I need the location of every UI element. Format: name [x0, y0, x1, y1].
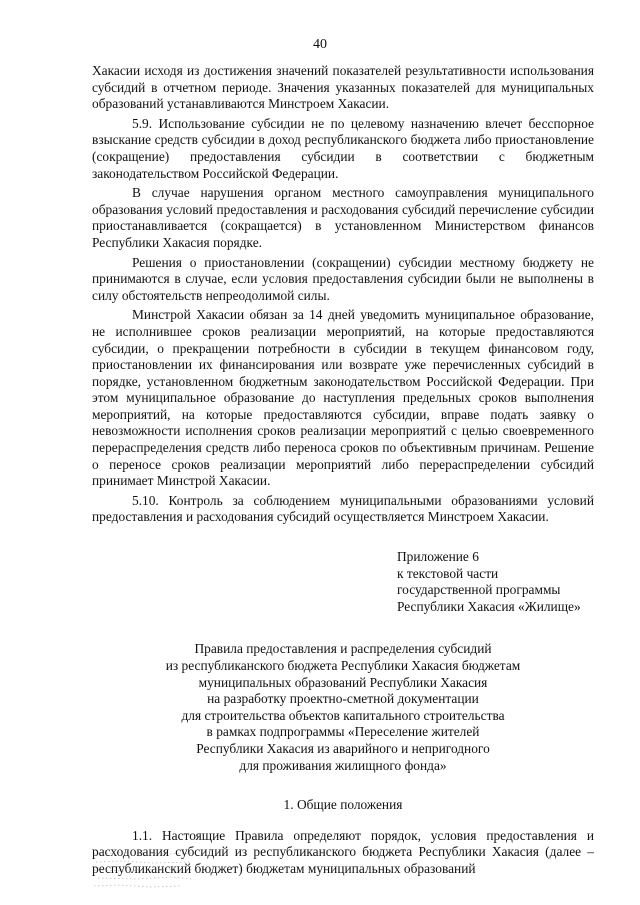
paragraph-5-10: 5.10. Контроль за соблюдением муниципальными образованиями условий предоставления и расходования субсидий осуществляется Минстроем Хакасии.	[92, 492, 594, 525]
paragraph-5-9: 5.9. Использование субсидии не по целевому назначению влечет бесспорное взыскание средств субсидии в доход республиканского бюджета либо приостановление (сокращение) предоставления субсидии в соответствии с бюджетным законодательством Российской Федерации.	[92, 115, 594, 181]
appendix-line: Приложение 6	[397, 549, 479, 565]
title-line: Правила предоставления и распределения субсидий	[194, 641, 492, 657]
title-line: на разработку проектно-сметной документации	[207, 691, 479, 707]
appendix-header	[397, 549, 597, 615]
title-line: для проживания жилищного фонда»	[239, 757, 447, 773]
document-body	[92, 63, 594, 881]
appendix-line: к текстовой части	[397, 565, 499, 581]
title-line: в рамках подпрограммы «Переселение жителей	[206, 724, 480, 740]
title-line: Республики Хакасия из аварийного и непригодного	[196, 740, 490, 756]
title-line: для строительства объектов капитального строительства	[181, 707, 505, 723]
page-number: 40	[313, 37, 327, 52]
document-title	[92, 641, 594, 774]
paragraph-notification: Минстрой Хакасии обязан за 14 дней уведомить муниципальное образование, не исполнившее сроков реализации мероприятий, на которые предоставляются субсидии, о прекращении потребности в субсидии в текущем финансовом году, приостановлении их финансирования или возврате уже перечисленных субсидий в порядке, установленном бюджетным законодательством Российской Федерации. При этом муниципальное образование до наступления предельных сроков выполнения мероприятий, на которые предоставляются субсидии, вправе подать заявку о невозможности исполнения сроков реализации мероприятий с целью своевременного перераспределения средств либо переноса сроков по объективным причинам. Решение о переносе сроков реализации мероприятий либо перераспределении субсидий принимает Минстрой Хакасии.	[92, 307, 594, 489]
title-line: муниципальных образований Республики Хакасия	[198, 674, 488, 690]
paragraph-1-1: 1.1. Настоящие Правила определяют порядок, условия предоставления и расходования субсидий из республиканского бюджета Республики Хакасия (далее – республиканский бюджет) бюджетам муниципальных образований	[92, 827, 594, 876]
title-line: из республиканского бюджета Республики Хакасия бюджетам	[165, 658, 521, 673]
paragraph-violation: В случае нарушения органом местного самоуправления муниципального образования условий предоставления и расходования субсидий перечисление субсидии приостанавливается (сокращается) в установленном Министерством финансов Республики Хакасия порядке.	[92, 185, 594, 250]
scan-artifact	[92, 848, 202, 890]
appendix-line: государственной программы	[397, 582, 561, 598]
paragraph-force-majeure: Решения о приостановлении (сокращении) субсидии местному бюджету не принимаются в случае, если условия предоставления субсидии были не выполнены в силу обстоятельств непреодолимой силы.	[92, 254, 594, 303]
appendix-line: Республики Хакасия «Жилище»	[397, 598, 581, 614]
paragraph-continuation: Хакасии исходя из достижения значений показателей результативности использования субсидий в отчетном периоде. Значения указанных показателей для муниципальных образований устанавливаются Минстроем Хакасии.	[92, 63, 594, 112]
section-heading: 1. Общие положения	[283, 797, 403, 813]
